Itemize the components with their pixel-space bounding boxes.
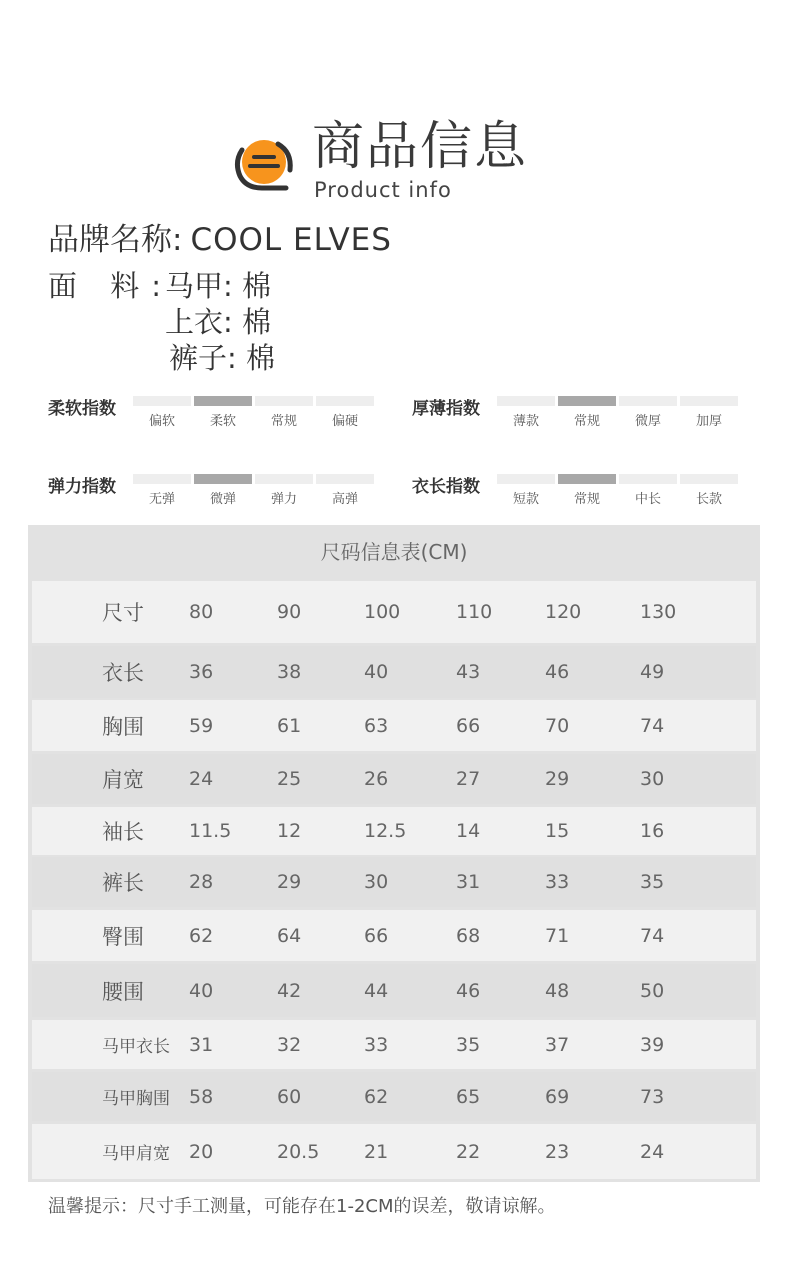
fabric-label: 面 料: — [48, 269, 173, 303]
index-segment — [255, 396, 313, 406]
page-subtitle: Product info — [314, 178, 452, 202]
index-option: 常规 — [573, 492, 600, 507]
brand-line — [48, 214, 392, 259]
table-cell: 110 — [456, 601, 493, 623]
table-cell: 59 — [189, 714, 214, 737]
row-header: 马甲胸围 — [102, 1089, 170, 1109]
table-cell: 130 — [640, 601, 677, 623]
table-row — [32, 807, 756, 855]
table-cell: 15 — [545, 820, 570, 842]
fabric-part: 裤子 — [169, 341, 228, 375]
index-option: 微弹 — [209, 492, 236, 507]
table-cell: 40 — [189, 979, 214, 1002]
index-option: 薄款 — [512, 414, 539, 429]
table-cell: 46 — [545, 661, 570, 683]
table-cell: 71 — [545, 924, 570, 947]
table-cell: 22 — [456, 1140, 481, 1163]
table-cell: 62 — [189, 924, 214, 947]
table-cell: 61 — [277, 714, 302, 737]
brand-label: 品牌名称: — [48, 222, 183, 258]
table-cell: 40 — [364, 661, 389, 683]
brand-value: COOL ELVES — [190, 222, 392, 258]
index-segment — [316, 396, 374, 406]
index-segment — [133, 474, 191, 484]
index-option: 偏软 — [148, 414, 175, 429]
fabric-material: 棉 — [246, 341, 276, 375]
table-cell: 12.5 — [364, 820, 407, 842]
table-row — [32, 910, 756, 961]
row-header: 衣长 — [102, 661, 144, 685]
index-label: 柔软指数 — [48, 399, 116, 419]
table-cell: 42 — [277, 979, 302, 1002]
fabric-item-pants: 裤子: 棉 — [169, 341, 276, 375]
size-table-title: 尺码信息表(CM) — [320, 540, 468, 564]
index-option: 微厚 — [634, 414, 661, 429]
table-row — [32, 581, 756, 643]
table-cell: 74 — [640, 714, 665, 737]
table-cell: 66 — [364, 924, 389, 947]
index-option: 常规 — [270, 414, 297, 429]
table-row — [32, 964, 756, 1017]
index-label: 衣长指数 — [412, 477, 480, 497]
table-cell: 20 — [189, 1140, 214, 1163]
table-row — [32, 700, 756, 751]
index-option: 偏硬 — [331, 414, 358, 429]
table-cell: 50 — [640, 979, 665, 1002]
index-segment-selected — [558, 396, 616, 406]
row-header: 尺寸 — [102, 601, 144, 625]
index-segment — [316, 474, 374, 484]
index-softness — [48, 396, 398, 436]
row-header: 马甲肩宽 — [102, 1144, 170, 1164]
table-cell: 24 — [189, 768, 214, 790]
info-logo-icon — [228, 130, 298, 200]
table-cell: 120 — [545, 601, 582, 623]
table-cell: 66 — [456, 714, 481, 737]
index-option: 无弹 — [148, 492, 175, 507]
index-option: 短款 — [512, 492, 539, 507]
table-cell: 70 — [545, 714, 570, 737]
index-option: 加厚 — [695, 414, 722, 429]
index-segment — [133, 396, 191, 406]
table-cell: 35 — [640, 871, 665, 893]
table-cell: 30 — [364, 871, 389, 893]
table-cell: 46 — [456, 979, 481, 1002]
table-cell: 80 — [189, 601, 214, 623]
fabric-part: 马甲 — [165, 269, 224, 303]
index-thickness — [412, 396, 762, 436]
table-row — [32, 857, 756, 907]
table-cell: 49 — [640, 661, 665, 683]
table-cell: 39 — [640, 1033, 665, 1056]
row-header: 袖长 — [102, 820, 144, 844]
fabric-item-vest: 马甲: 棉 — [165, 269, 272, 303]
table-cell: 48 — [545, 979, 570, 1002]
table-cell: 31 — [189, 1033, 214, 1056]
table-cell: 32 — [277, 1033, 302, 1056]
table-cell: 33 — [364, 1033, 389, 1056]
index-segment-selected — [558, 474, 616, 484]
index-option: 中长 — [634, 492, 661, 507]
fabric-material: 棉 — [242, 269, 272, 303]
index-segment — [619, 396, 677, 406]
table-cell: 69 — [545, 1085, 570, 1108]
table-cell: 68 — [456, 924, 481, 947]
table-cell: 60 — [277, 1085, 302, 1108]
table-cell: 11.5 — [189, 820, 232, 842]
table-row — [32, 1072, 756, 1121]
row-header: 腰围 — [102, 979, 144, 1004]
index-segment — [497, 396, 555, 406]
table-cell: 14 — [456, 820, 481, 842]
table-row — [32, 1020, 756, 1069]
table-cell: 35 — [456, 1033, 481, 1056]
index-segment-selected — [194, 474, 252, 484]
table-cell: 43 — [456, 661, 481, 683]
table-cell: 65 — [456, 1085, 481, 1108]
table-cell: 24 — [640, 1140, 665, 1163]
row-header: 马甲衣长 — [102, 1037, 170, 1057]
table-cell: 37 — [545, 1033, 570, 1056]
row-header: 胸围 — [102, 714, 144, 739]
index-option: 常规 — [573, 414, 600, 429]
index-elasticity — [48, 474, 398, 514]
fabric-part: 上衣 — [165, 305, 224, 339]
table-row — [32, 1124, 756, 1179]
table-cell: 63 — [364, 714, 389, 737]
index-segment-selected — [194, 396, 252, 406]
section-header — [228, 112, 568, 212]
table-cell: 62 — [364, 1085, 389, 1108]
table-cell: 36 — [189, 661, 214, 683]
table-cell: 26 — [364, 768, 389, 790]
page-title: 商品信息 — [312, 117, 529, 177]
index-segment — [619, 474, 677, 484]
index-option: 高弹 — [331, 492, 358, 507]
index-label: 弹力指数 — [48, 477, 116, 497]
table-cell: 31 — [456, 871, 481, 893]
fabric-material: 棉 — [242, 305, 272, 339]
table-cell: 27 — [456, 768, 481, 790]
table-cell: 12 — [277, 820, 302, 842]
fabric-item-top: 上衣: 棉 — [165, 305, 272, 339]
table-cell: 73 — [640, 1085, 665, 1108]
index-segment — [497, 474, 555, 484]
table-cell: 23 — [545, 1140, 570, 1163]
index-option: 长款 — [695, 492, 722, 507]
index-segment — [680, 396, 738, 406]
table-cell: 20.5 — [277, 1140, 320, 1163]
table-cell: 21 — [364, 1140, 389, 1163]
table-cell: 74 — [640, 924, 665, 947]
table-cell: 29 — [545, 768, 570, 790]
table-cell: 44 — [364, 979, 389, 1002]
index-option: 弹力 — [270, 492, 297, 507]
table-cell: 100 — [364, 601, 401, 623]
row-header: 臀围 — [102, 924, 144, 949]
table-cell: 58 — [189, 1085, 214, 1108]
index-segment — [255, 474, 313, 484]
row-header: 裤长 — [102, 871, 144, 895]
table-cell: 25 — [277, 768, 302, 790]
table-cell: 90 — [277, 601, 302, 623]
table-cell: 64 — [277, 924, 302, 947]
table-cell: 29 — [277, 871, 302, 893]
table-cell: 38 — [277, 661, 302, 683]
index-length — [412, 474, 762, 514]
table-row — [32, 754, 756, 804]
table-cell: 30 — [640, 768, 665, 790]
index-segment — [680, 474, 738, 484]
table-cell: 28 — [189, 871, 214, 893]
measurement-note: 温馨提示：尺寸手工测量，可能存在1-2CM的误差，敬请谅解。 — [48, 1196, 556, 1217]
table-cell: 33 — [545, 871, 570, 893]
index-option: 柔软 — [209, 414, 236, 429]
row-header: 肩宽 — [102, 768, 144, 792]
table-cell: 16 — [640, 820, 665, 842]
size-table — [28, 525, 760, 1182]
table-row — [32, 646, 756, 698]
index-label: 厚薄指数 — [412, 399, 480, 419]
